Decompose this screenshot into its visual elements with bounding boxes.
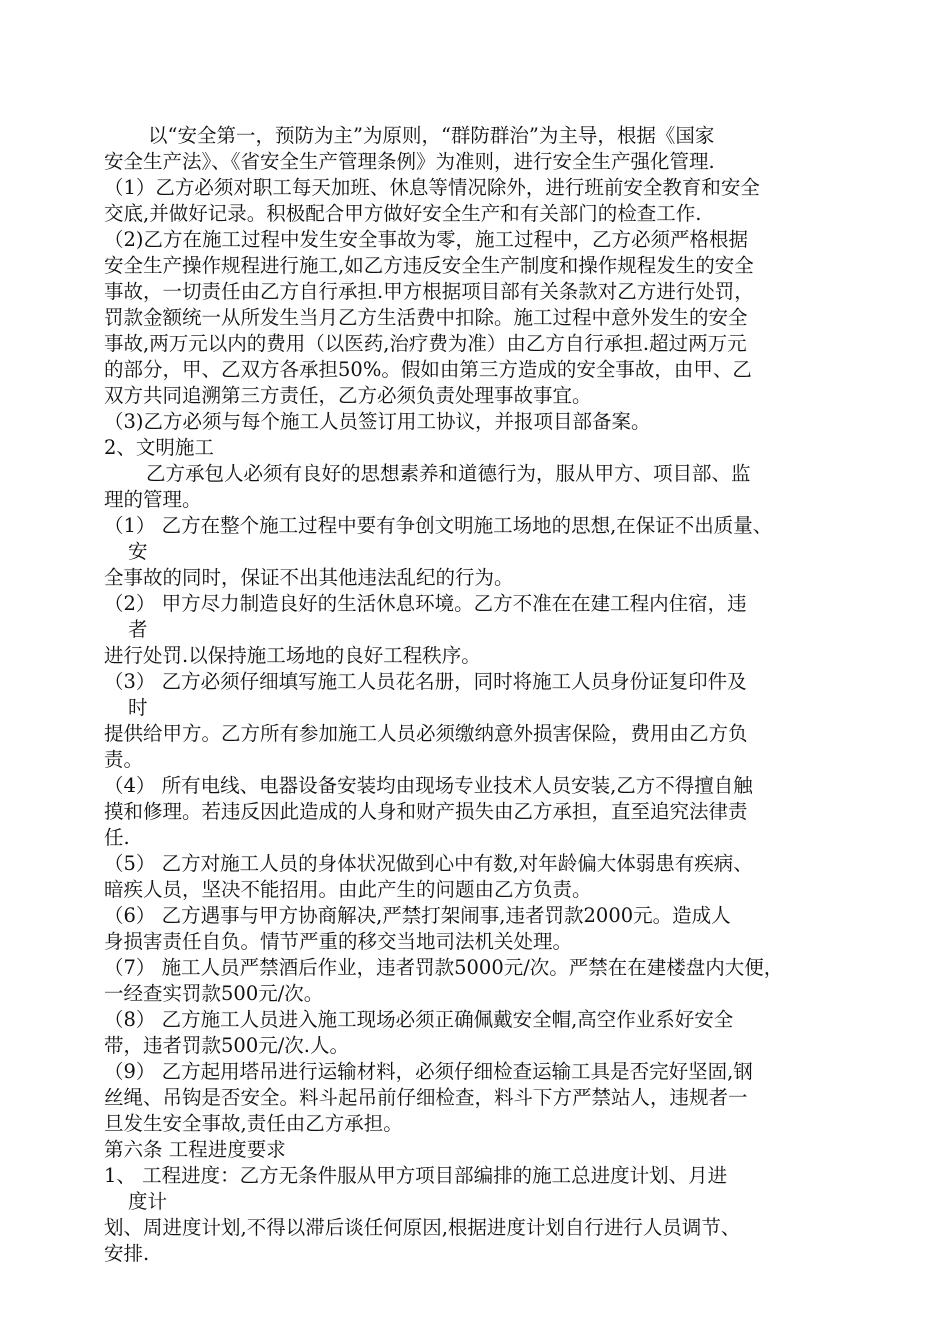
text-line: （1） 乙方在整个施工过程中要有争创文明施工场地的思想,在保证不出质量、	[104, 514, 773, 537]
text-line: 旦发生安全事故,责任由乙方承担。	[104, 1112, 403, 1135]
text-line: 进行处罚.以保持施工场地的良好工程秩序。	[104, 644, 481, 667]
text-line: 罚款金额统一从所发生当月乙方生活费中扣除。施工过程中意外发生的安全	[104, 306, 748, 329]
text-line: （2)乙方在施工过程中发生安全事故为零，施工过程中，乙方必须严格根据	[104, 228, 749, 251]
text-line: （2） 甲方尽力制造良好的生活休息环境。乙方不准在在建工程内住宿，违	[104, 592, 747, 615]
text-line: 安全生产操作规程进行施工,如乙方违反安全生产制度和操作规程发生的安全	[104, 254, 754, 277]
text-line: 安	[128, 540, 148, 563]
text-line: 全事故的同时，保证不出其他违法乱纪的行为。	[104, 566, 514, 589]
text-line: 任.	[104, 826, 130, 849]
text-line: 乙方承包人必须有良好的思想素养和道德行为，服从甲方、项目部、监	[146, 462, 751, 485]
text-line: 一经查实罚款500元/次。	[104, 982, 324, 1005]
text-line: 度计	[128, 1190, 168, 1213]
text-line: 的部分，甲、乙双方各承担50%。假如由第三方造成的安全事故，由甲、乙	[104, 358, 752, 381]
text-line: （4） 所有电线、电器设备安装均由现场专业技术人员安装,乙方不得擅自触	[104, 774, 753, 797]
text-line: 1、 工程进度：乙方无条件服从甲方项目部编排的施工总进度计划、月进	[104, 1164, 728, 1187]
text-line: 安排.	[104, 1242, 150, 1265]
text-line: 划、周进度计划,不得以滞后谈任何原因,根据进度计划自行进行人员调节、	[104, 1216, 741, 1239]
section-heading: 2、文明施工	[104, 436, 214, 459]
text-line: 暗疾人员，坚决不能招用。由此产生的问题由乙方负责。	[104, 878, 592, 901]
article-heading: 第六条 工程进度要求	[104, 1138, 286, 1161]
text-line: （6） 乙方遇事与甲方协商解决,严禁打架闹事,违者罚款2000元。造成人	[104, 904, 731, 927]
text-line: 事故，一切责任由乙方自行承担.甲方根据项目部有关条款对乙方进行处罚，	[104, 280, 754, 303]
text-line: 以“安全第一，预防为主”为原则，“群防群治”为主导，根据《国家	[148, 124, 715, 147]
text-line: 带，违者罚款500元/次.人。	[104, 1034, 349, 1057]
text-line: 安全生产法》、《省安全生产管理条例》为准则，进行安全生产强化管理.	[104, 150, 715, 173]
text-line: 责。	[104, 748, 144, 771]
text-line: 理的管理。	[104, 488, 202, 511]
text-line: 双方共同追溯第三方责任，乙方必须负责处理事故事宜。	[104, 384, 592, 407]
text-line: 摸和修理。若违反因此造成的人身和财产损失由乙方承担，直至追究法律责	[104, 800, 748, 823]
text-line: （3)乙方必须与每个施工人员签订用工协议，并报项目部备案。	[104, 410, 651, 433]
text-line: 事故,两万元以内的费用（以医药,治疗费为准）由乙方自行承担.超过两万元	[104, 332, 747, 355]
text-line: 提供给甲方。乙方所有参加施工人员必须缴纳意外损害保险，费用由乙方负	[104, 722, 748, 745]
text-line: （7） 施工人员严禁酒后作业，违者罚款5000元/次。严禁在在建楼盘内大便，	[104, 956, 784, 979]
text-line: 交底,并做好记录。积极配合甲方做好安全生产和有关部门的检查工作.	[104, 202, 702, 225]
text-line: （5） 乙方对施工人员的身体状况做到心中有数,对年龄偏大体弱患有疾病、	[104, 852, 753, 875]
text-line: 丝绳、吊钩是否安全。料斗起吊前仔细检查，料斗下方严禁站人，违规者一	[104, 1086, 748, 1109]
text-line: 身损害责任自负。情节严重的移交当地司法机关处理。	[104, 930, 573, 953]
text-line: 者	[128, 618, 148, 641]
text-line: （9） 乙方起用塔吊进行运输材料，必须仔细检查运输工具是否完好坚固,钢	[104, 1060, 753, 1083]
text-line: （1）乙方必须对职工每天加班、休息等情况除外，进行班前安全教育和安全	[104, 176, 760, 199]
text-line: 时	[128, 696, 148, 719]
text-line: （8） 乙方施工人员进入施工现场必须正确佩戴安全帽,高空作业系好安全	[104, 1008, 734, 1031]
text-line: （3） 乙方必须仔细填写施工人员花名册，同时将施工人员身份证复印件及	[104, 670, 747, 693]
